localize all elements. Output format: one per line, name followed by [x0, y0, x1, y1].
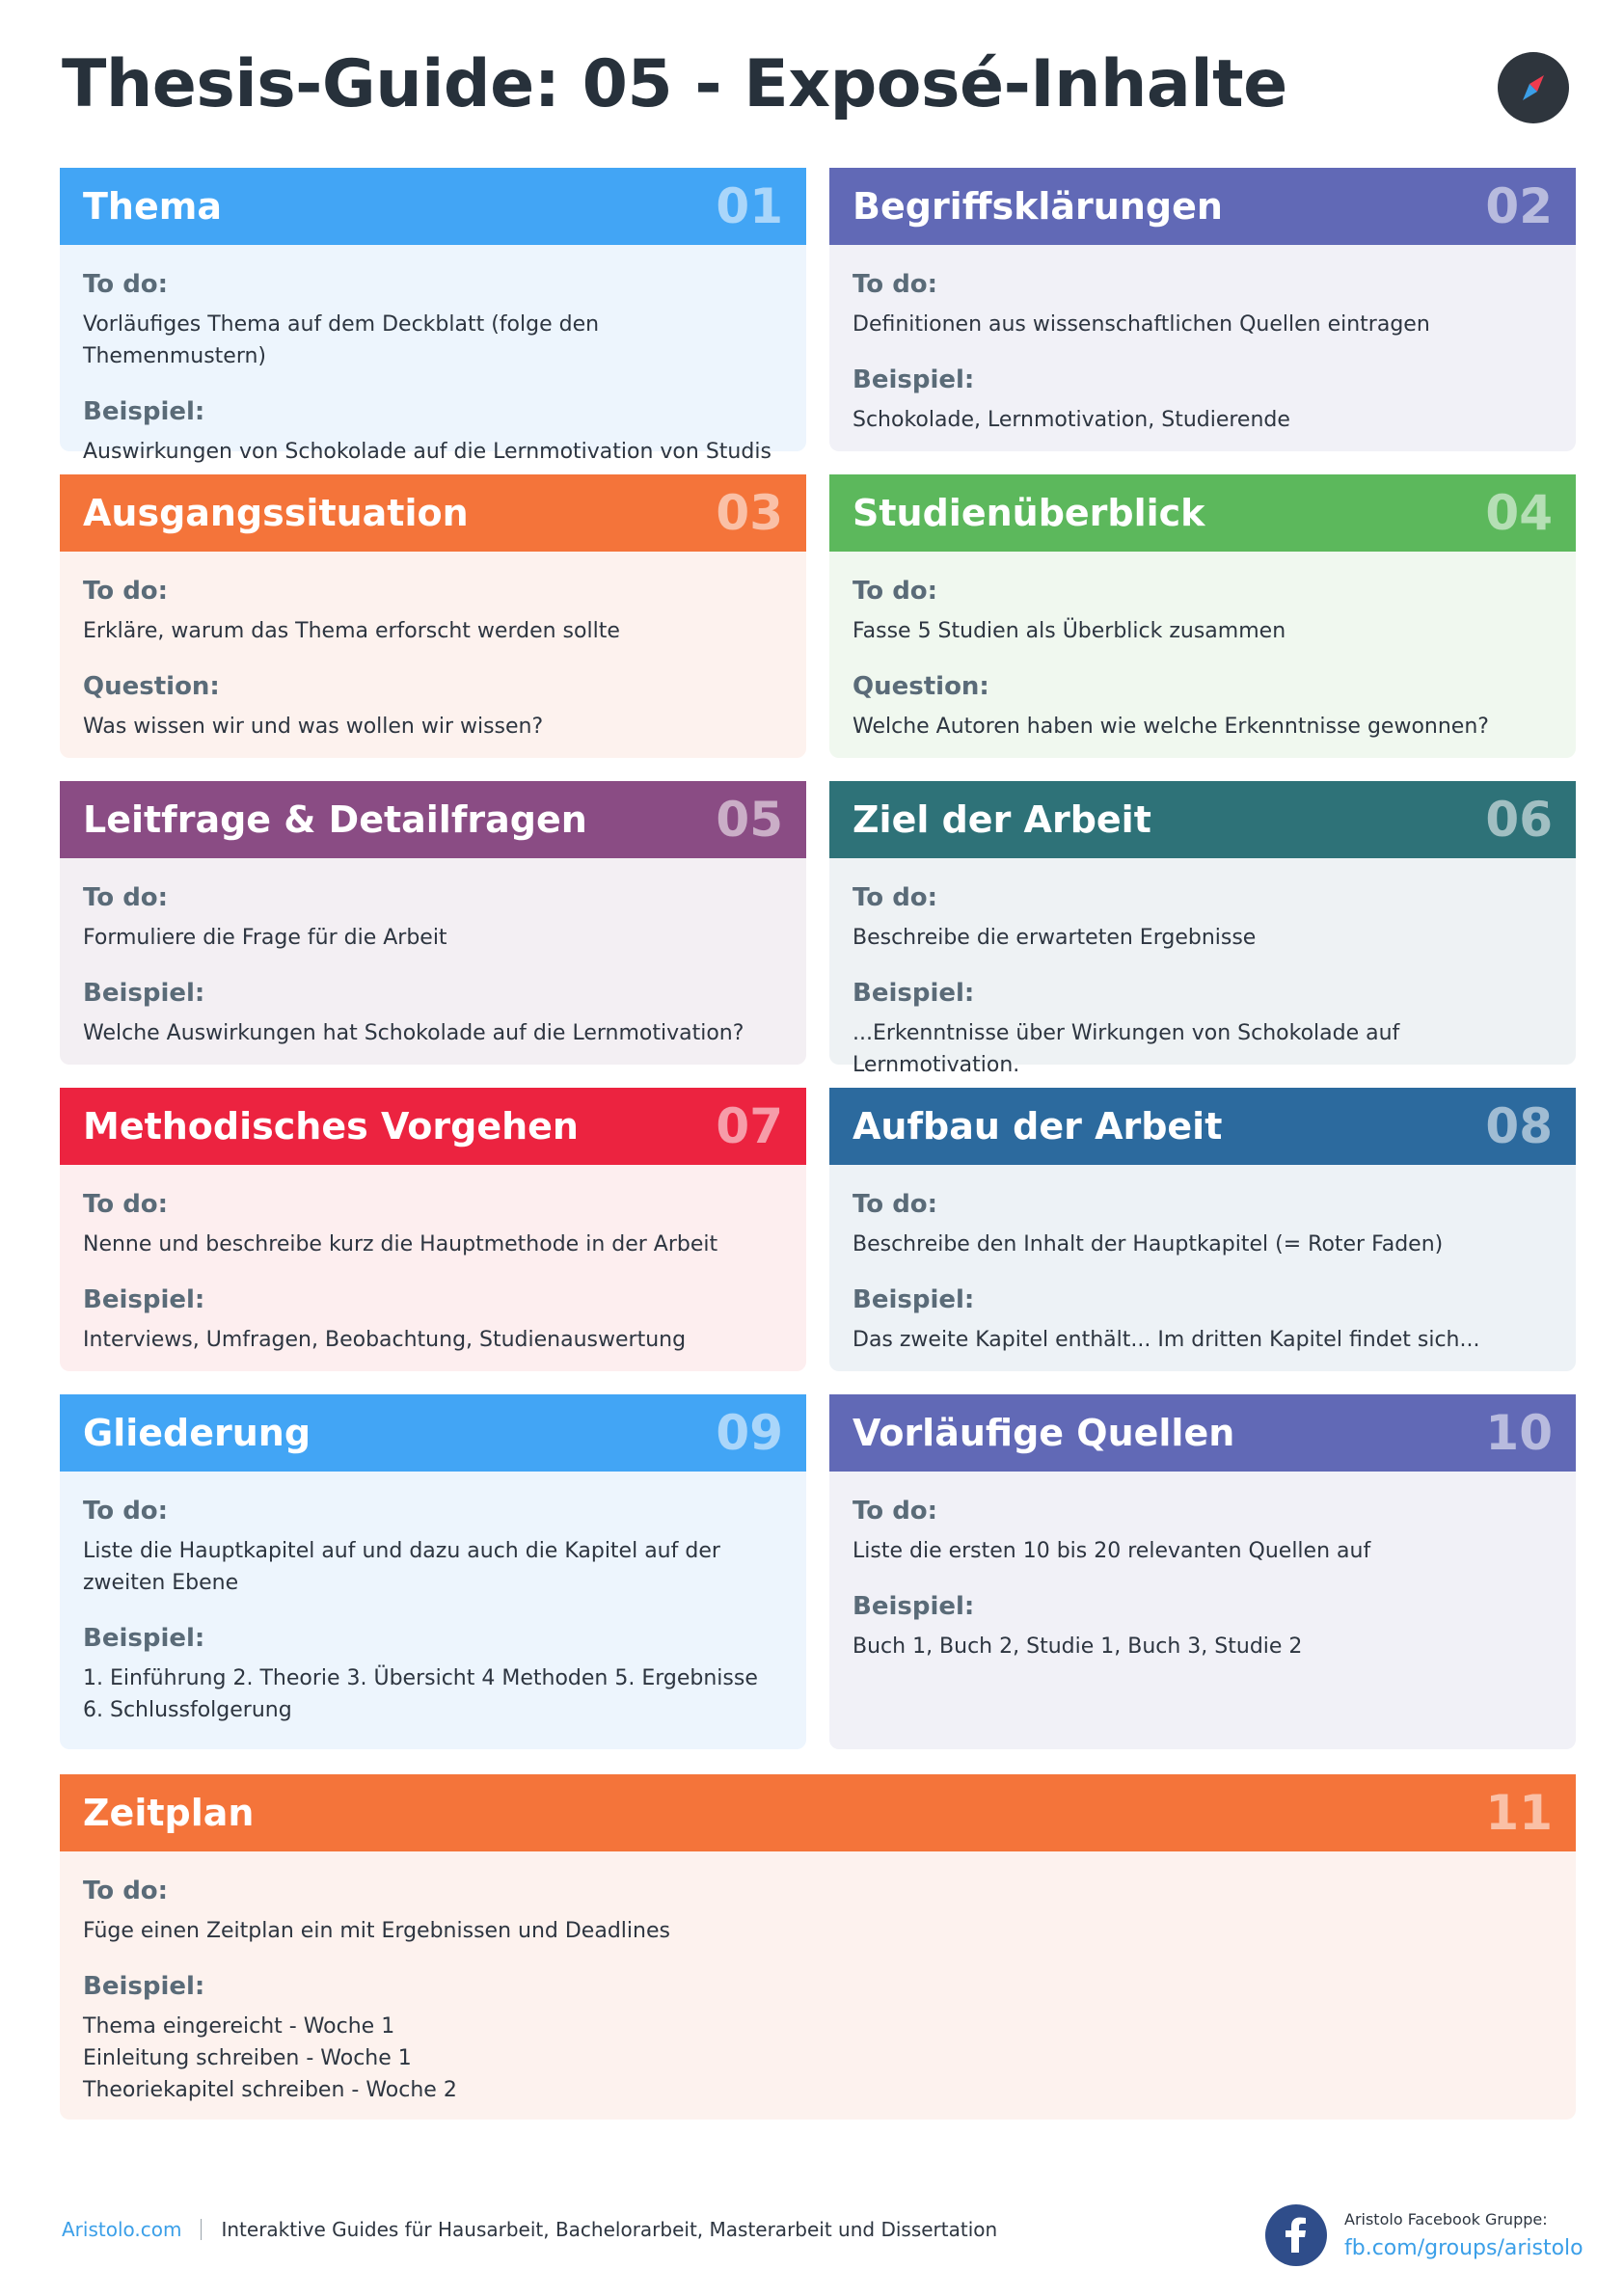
example-label: Beispiel: [83, 1285, 205, 1314]
card-number: 10 [1485, 1405, 1553, 1461]
card-header [829, 168, 1576, 245]
card-body [829, 245, 1576, 455]
card-number: 06 [1485, 792, 1553, 848]
todo-label: To do: [853, 270, 938, 299]
facebook-icon[interactable] [1265, 2204, 1327, 2266]
card-body [829, 1472, 1576, 1682]
card-header [60, 1088, 806, 1165]
card-header [60, 781, 806, 858]
footer-divider [201, 2219, 202, 2240]
todo-label: To do: [83, 270, 169, 299]
example-text: ...Erkenntnisse über Wirkungen von Schokolade auf Lernmotivation. [853, 1021, 1400, 1077]
todo-text: Nenne und beschreibe kurz die Hauptmethode in der Arbeit [83, 1232, 718, 1256]
card-title: Gliederung [83, 1412, 311, 1454]
example-label: Beispiel: [853, 1592, 975, 1621]
todo-text: Liste die Hauptkapitel auf und dazu auch die Kapitel auf der zweiten Ebene [83, 1539, 720, 1595]
card-begriffsklaerungen [829, 168, 1576, 451]
example-label: Beispiel: [83, 979, 205, 1008]
card-leitfrage [60, 781, 806, 1065]
card-body [60, 1851, 1576, 2125]
todo-label: To do: [83, 1190, 169, 1219]
card-header [60, 1394, 806, 1472]
card-number: 05 [716, 792, 783, 848]
card-body [60, 245, 806, 487]
example-text: Welche Auswirkungen hat Schokolade auf die Lernmotivation? [83, 1021, 744, 1045]
todo-text: Liste die ersten 10 bis 20 relevanten Quellen auf [853, 1539, 1371, 1563]
example-text: Das zweite Kapitel enthält... Im dritten Kapitel findet sich... [853, 1328, 1480, 1352]
card-number: 03 [716, 485, 783, 541]
example-label: Beispiel: [853, 365, 975, 394]
footer [62, 2218, 997, 2241]
example-text: Buch 1, Buch 2, Studie 1, Buch 3, Studie 2 [853, 1634, 1303, 1659]
card-thema [60, 168, 806, 464]
example-text: Interviews, Umfragen, Beobachtung, Studienauswertung [83, 1328, 687, 1352]
todo-text: Definitionen aus wissenschaftlichen Quellen eintragen [853, 312, 1430, 337]
card-body [60, 858, 806, 1068]
card-number: 11 [1485, 1785, 1553, 1841]
example-text: Schokolade, Lernmotivation, Studierende [853, 408, 1290, 432]
card-body [60, 1472, 806, 1745]
question-label: Question: [853, 672, 989, 701]
example-label: Beispiel: [83, 397, 205, 426]
card-body [829, 858, 1576, 1100]
todo-text: Fasse 5 Studien als Überblick zusammen [853, 619, 1286, 643]
todo-label: To do: [83, 577, 169, 606]
card-title: Ausgangssituation [83, 492, 469, 534]
todo-text: Erkläre, warum das Thema erforscht werden sollte [83, 619, 620, 643]
card-ausgangssituation [60, 474, 806, 758]
example-text: Thema eingereicht - Woche 1 Einleitung schreiben - Woche 1 Theoriekapitel schreiben - Woche 2 [83, 2014, 457, 2102]
example-text: 1. Einführung 2. Theorie 3. Übersicht 4 Methoden 5. Ergebnisse 6. Schlussfolgerung [83, 1666, 758, 1722]
compass-icon [1498, 52, 1569, 123]
todo-label: To do: [83, 1497, 169, 1526]
site-link[interactable]: Aristolo.com [62, 2218, 182, 2241]
card-number: 02 [1485, 178, 1553, 234]
card-ziel-der-arbeit [829, 781, 1576, 1077]
card-header [829, 1088, 1576, 1165]
card-aufbau-der-arbeit [829, 1088, 1576, 1371]
footer-description: Interaktive Guides für Hausarbeit, Bachelorarbeit, Masterarbeit und Dissertation [221, 2218, 998, 2241]
card-header [829, 781, 1576, 858]
card-title: Begriffsklärungen [853, 185, 1223, 228]
card-body [829, 1165, 1576, 1375]
example-label: Beispiel: [853, 1285, 975, 1314]
card-title: Methodisches Vorgehen [83, 1105, 579, 1148]
card-title: Aufbau der Arbeit [853, 1105, 1223, 1148]
todo-label: To do: [853, 1190, 938, 1219]
card-header [60, 1774, 1576, 1851]
card-header [829, 474, 1576, 552]
card-body [829, 552, 1576, 762]
card-body [60, 1165, 806, 1375]
card-number: 07 [716, 1098, 783, 1154]
card-methodisches-vorgehen [60, 1088, 806, 1371]
card-studienueberblick [829, 474, 1576, 758]
card-gliederung [60, 1394, 806, 1749]
todo-label: To do: [83, 1877, 169, 1905]
todo-text: Füge einen Zeitplan ein mit Ergebnissen und Deadlines [83, 1919, 670, 1943]
todo-text: Beschreibe die erwarteten Ergebnisse [853, 926, 1257, 950]
card-title: Thema [83, 185, 222, 228]
todo-label: To do: [853, 883, 938, 912]
example-label: Beispiel: [83, 1624, 205, 1653]
card-number: 09 [716, 1405, 783, 1461]
card-body [60, 552, 806, 762]
card-title: Ziel der Arbeit [853, 798, 1151, 841]
example-label: Beispiel: [83, 1972, 205, 2001]
question-text: Was wissen wir und was wollen wir wissen? [83, 715, 544, 739]
facebook-group [1265, 2204, 1583, 2266]
facebook-group-label: Aristolo Facebook Gruppe: [1344, 2210, 1548, 2228]
card-number: 04 [1485, 485, 1553, 541]
card-title: Zeitplan [83, 1792, 255, 1834]
todo-label: To do: [853, 1497, 938, 1526]
card-header [829, 1394, 1576, 1472]
example-text: Auswirkungen von Schokolade auf die Lernmotivation von Studis [83, 440, 771, 464]
todo-text: Vorläufiges Thema auf dem Deckblatt (folge den Themenmustern) [83, 312, 600, 368]
card-header [60, 168, 806, 245]
todo-label: To do: [853, 577, 938, 606]
card-title: Leitfrage & Detailfragen [83, 798, 587, 841]
card-title: Vorläufige Quellen [853, 1412, 1235, 1454]
question-text: Welche Autoren haben wie welche Erkenntnisse gewonnen? [853, 715, 1489, 739]
card-number: 08 [1485, 1098, 1553, 1154]
card-vorlaeufige-quellen [829, 1394, 1576, 1749]
todo-text: Formuliere die Frage für die Arbeit [83, 926, 447, 950]
card-header [60, 474, 806, 552]
todo-text: Beschreibe den Inhalt der Hauptkapitel (= Roter Faden) [853, 1232, 1444, 1256]
question-label: Question: [83, 672, 220, 701]
card-zeitplan [60, 1774, 1576, 2120]
facebook-group-link[interactable]: fb.com/groups/aristolo [1344, 2236, 1583, 2260]
card-title: Studienüberblick [853, 492, 1205, 534]
example-label: Beispiel: [853, 979, 975, 1008]
todo-label: To do: [83, 883, 169, 912]
page-title: Thesis-Guide: 05 - Exposé-Inhalte [62, 46, 1287, 122]
card-number: 01 [716, 178, 783, 234]
